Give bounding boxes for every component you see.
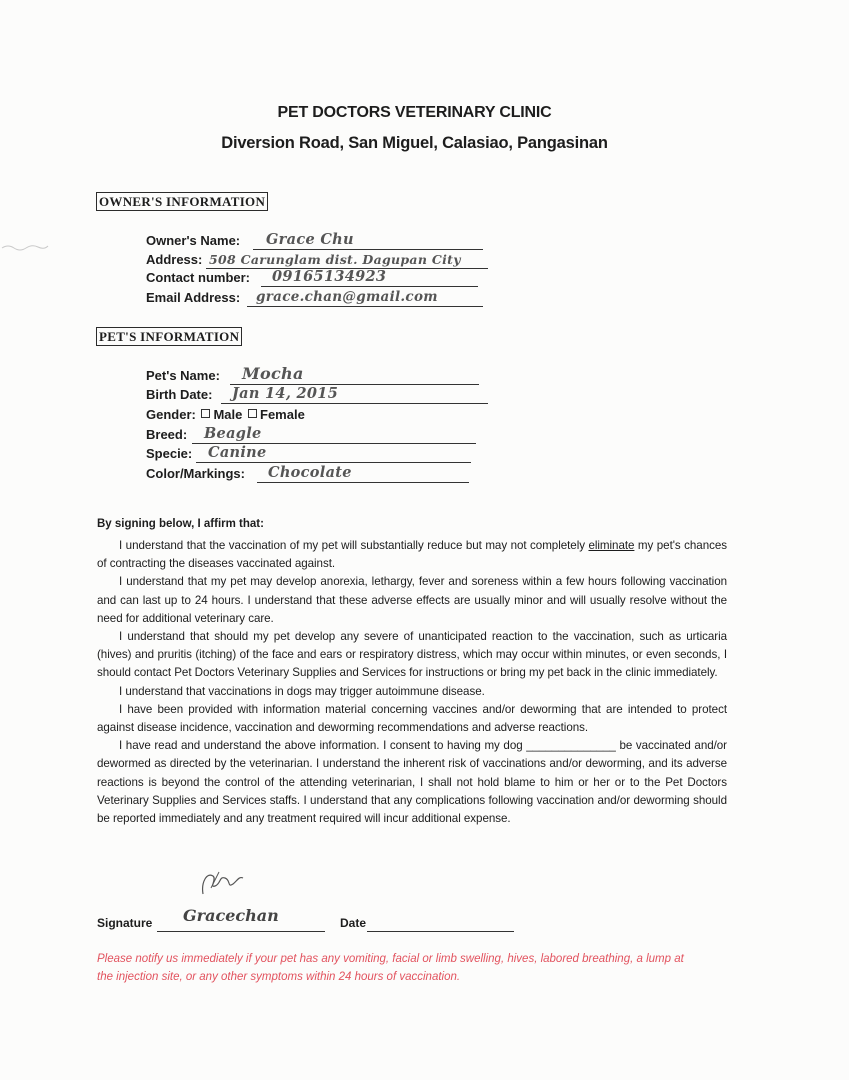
signature-scribble bbox=[197, 868, 247, 898]
male-checkbox[interactable] bbox=[201, 409, 210, 418]
owner-email-line bbox=[247, 306, 483, 307]
female-option-label: Female bbox=[260, 407, 305, 422]
date-label: Date bbox=[340, 916, 367, 930]
affirmation-paragraph-1 bbox=[97, 537, 727, 573]
owner-contact-value[interactable]: 09165134923 bbox=[272, 268, 387, 285]
affirmation-heading: By signing below, I affirm that: bbox=[97, 518, 264, 530]
owner-address-value[interactable]: 508 Carunglam dist. Dagupan City bbox=[209, 252, 461, 267]
paragraph-1-text: I understand that the vaccination of my pet will substantially reduce but may not completely bbox=[119, 539, 589, 552]
owner-contact-line bbox=[261, 286, 478, 287]
pet-name-label: Pet's Name: bbox=[146, 368, 220, 383]
pet-gender-row bbox=[146, 405, 446, 425]
owner-contact-label: Contact number: bbox=[146, 270, 250, 285]
owner-address-label: Address: bbox=[146, 252, 203, 267]
pet-birthdate-row bbox=[146, 385, 491, 405]
pet-specie-value[interactable]: Canine bbox=[208, 444, 267, 461]
affirmation-paragraph-6: I have read and understand the above information. I consent to having my dog ______________ be vaccinated and/or dewormed as directed by the veterinarian. I understand the inherent risk of vaccinations and/or deworming, and its adverse reactions is beyond the control of the attending veterinarian, I shall not hold blame to him or her or to the Pet Doctors Veterinary Supplies and Services staffs. I understand that any complications following vaccination and/or deworming should be reported immediately and any treatment required will incur additional expense. bbox=[97, 739, 727, 826]
pet-specie-label: Specie: bbox=[146, 446, 193, 461]
owner-section-title: OWNER'S INFORMATION bbox=[96, 192, 268, 211]
owner-name-value[interactable]: Grace Chu bbox=[266, 231, 354, 248]
owner-contact-row bbox=[146, 268, 481, 288]
clinic-address: Diversion Road, San Miguel, Calasiao, Pangasinan bbox=[221, 134, 608, 152]
scan-margin-mark bbox=[0, 240, 50, 254]
signature-name: Gracechan bbox=[183, 906, 279, 925]
pet-birthdate-value[interactable]: Jan 14, 2015 bbox=[232, 385, 339, 402]
signature-line[interactable] bbox=[157, 931, 325, 932]
notice-text: Please notify us immediately if your pet has any vomiting, facial or limb swelling, hives, labored breathing, a lump at the injection site, or any other symptoms within 24 hours of vaccination. bbox=[97, 953, 684, 983]
owner-email-value[interactable]: grace.chan@gmail.com bbox=[256, 289, 438, 305]
owner-name-label: Owner's Name: bbox=[146, 233, 241, 248]
affirmation-paragraph-4: I understand that vaccinations in dogs may trigger autoimmune disease. bbox=[119, 684, 485, 698]
pet-color-line bbox=[257, 482, 469, 483]
affirmation-paragraph-3: I understand that should my pet develop any severe of unanticipated reaction to the vaccination, such as urticaria (hives) and pruritis (itching) of the face and ears or respiratory distress, which may occur within minutes, or even seconds, I should contact Pet Doctors Veterinary Supplies and Services for instructions or bring my pet back in the clinic immediately. bbox=[97, 630, 727, 680]
affirmation-body bbox=[97, 537, 727, 828]
pet-breed-value[interactable]: Beagle bbox=[204, 425, 262, 442]
paragraph-1-text-end: my pet's chances of contracting the diseases vaccinated against. bbox=[97, 539, 727, 571]
pet-color-row bbox=[146, 464, 476, 484]
affirmation-paragraph-5: I have been provided with information material concerning vaccines and/or deworming that are intended to protect against disease incidence, vaccination and deworming recommendations and adverse reactions. bbox=[97, 702, 727, 735]
pet-section-title: PET'S INFORMATION bbox=[96, 327, 242, 346]
pet-specie-line bbox=[196, 462, 471, 463]
pet-color-label: Color/Markings: bbox=[146, 466, 245, 481]
pet-breed-label: Breed: bbox=[146, 427, 188, 442]
male-option-label: Male bbox=[213, 407, 243, 422]
pet-name-value[interactable]: Mocha bbox=[242, 364, 304, 383]
owner-address-row bbox=[146, 250, 491, 270]
paragraph-1-underlined: eliminate bbox=[588, 539, 635, 552]
pet-breed-row bbox=[146, 425, 481, 445]
owner-email-row bbox=[146, 288, 486, 308]
pet-gender-field bbox=[146, 407, 305, 422]
female-checkbox[interactable] bbox=[248, 409, 257, 418]
signature-label: Signature bbox=[97, 916, 153, 930]
signature-row bbox=[97, 906, 737, 936]
affirmation-paragraph-2: I understand that my pet may develop anorexia, lethargy, fever and soreness within a few hours following vaccination and can last up to 24 hours. I understand that these adverse effects are usually minor and will usually resolve without the need for additional veterinary care. bbox=[97, 575, 727, 625]
pet-birthdate-label: Birth Date: bbox=[146, 387, 213, 402]
pet-color-value[interactable]: Chocolate bbox=[268, 464, 352, 481]
clinic-name: PET DOCTORS VETERINARY CLINIC bbox=[277, 104, 552, 121]
date-line[interactable] bbox=[367, 931, 514, 932]
owner-name-row bbox=[146, 231, 486, 251]
pet-gender-label: Gender: bbox=[146, 407, 196, 422]
pet-name-row bbox=[146, 366, 481, 386]
pet-specie-row bbox=[146, 444, 476, 464]
owner-email-label: Email Address: bbox=[146, 290, 241, 305]
pet-birthdate-line bbox=[221, 403, 488, 404]
